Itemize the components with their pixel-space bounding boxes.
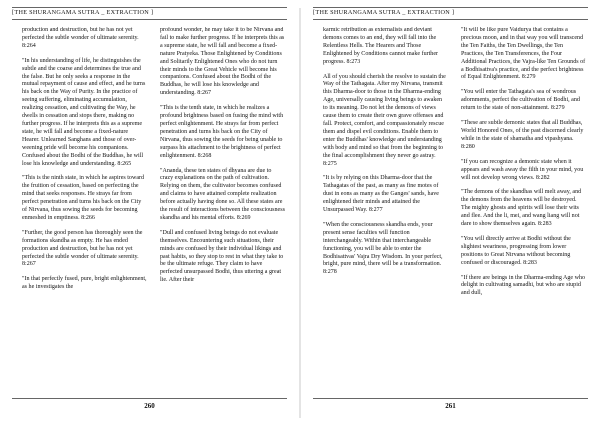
paragraph: "If there are beings in the Dharma-ending Age who delight in cultivating samadhi, but who are stupid and dull, — [461, 274, 586, 297]
paragraph: "This is the ninth state, in which he aspires toward the fruition of cessation, based on perfecting the mind that seeks responses. He strays far from perfect penetration and turns his back on the City of Nirvana, thus sowing the seeds for becoming enmeshed in emptiness. 8:266 — [22, 175, 145, 221]
paragraph: "If you can recognize a demonic state when it appears and wash away the filth in your mind, you will not develop wrong views. 8:282 — [461, 158, 584, 181]
header-rule-bottom — [313, 19, 588, 20]
paragraph: "These are subtle demonic states that all Buddhas, World Honored Ones, of the past discerned clearly while in the state of shamatha and vipashyana. 8:280 — [461, 120, 584, 150]
footer-rule — [313, 398, 588, 399]
left-running-header — [12, 7, 287, 25]
paragraph: "In that perfectly fused, pure, bright enlightenment, as he investigates the — [22, 276, 147, 291]
header-rule-top — [313, 7, 588, 8]
paragraph: "This is the tenth state, in which he realizes a profound brightness based on fusing the mind with perfect enlightenment. He strays far from perfect penetration and turns his back on the City of Nirvana, thus sowing the seeds for being unable to surpass his attachment to the brightness of perfect enlightenment. 8:268 — [160, 105, 284, 159]
right-text-body — [323, 27, 586, 397]
right-header-title: [THE SHURANGAMA SUTRA _ EXTRACTION ] — [313, 9, 455, 16]
paragraph: "Further, the good person has thoroughly seen the formations skandha as empty. He has ended production and destruction, but he has not yet perfected the subtle wonder of ultimate serenity. 8:267 — [22, 229, 143, 268]
paragraph: "When the consciousness skandha ends, your present sense faculties will function interchangeably. Within that interchangeable functioning, you will be able to enter the Bodhisattvas' Vajra Dry Wisdom. In your perfect, bright, pure mind, there will be a transformation. 8:278 — [323, 221, 443, 276]
paragraph: profound wonder, he may take it to be Nirvana and fail to make further progress. If he interprets this as a supreme state, he will fall and become a fixed-nature Pratyeka. Those Enlightened by Conditions and Solitarily Enlightened Ones who do not turn their minds to the Great Vehicle will become his companions. Confused about the Bodhi of the Buddhas, he will lose his knowledge and understanding. 8:267 — [160, 27, 285, 97]
paragraph: "You will enter the Tathagata's sea of wondrous adornments, perfect the cultivation of Bodhi, and return to the state of non-attainment. 8:279 — [461, 89, 580, 112]
right-column-2 — [461, 27, 586, 397]
paragraph: "In his understanding of life, he distinguishes the subtle and the coarse and determines the true and the false. But he only seeks a response in the mutual repayment of cause and effect, and he turns his back on the Way of Purity. In the practice of seeing suffering, eliminating accumulation, realizing cessation, and cultivating the Way, he dwells in cessation and stops there, making no further progress. If he interprets this as a supreme state, he will fall and become a fixed-nature Hearer. Unlearned Sanghans and those of over-weening pride will become his companions. Confused about the Bodhi of the Buddhas, he will lose his knowledge and understanding. 8:265 — [22, 57, 146, 167]
paragraph: "You will directly arrive at Bodhi without the slightest weariness, progressing from lower positions to Great Nirvana without becoming confused or discouraged. 8:283 — [461, 235, 571, 266]
paragraph: "The demons of the skandhas will melt away, and the demons from the heavens will be destroyed. The mighty ghosts and spirits will lose their wits and flee. And the li, mei, and wang liang will not dare to show themselves again. 8:283 — [461, 189, 582, 228]
footer-rule — [12, 398, 287, 399]
header-rule-top — [12, 7, 287, 8]
left-header-title: [THE SHURANGAMA SUTRA _ EXTRACTION ] — [12, 9, 154, 16]
right-running-header — [313, 7, 588, 25]
left-column-2 — [160, 27, 285, 397]
header-rule-bottom — [12, 19, 287, 20]
left-page — [0, 0, 299, 424]
right-page — [301, 0, 600, 424]
paragraph: All of you should cherish the resolve to sustain the Way of the Tathagata. After my Nirvana, transmit this Dharma-door to those in the Dharma-ending Age, universally causing living beings to awaken to its meaning. Do not let the demons of views cause them to create their own grave offenses and fall. Protect, comfort, and compassionately rescue them and dispel evil conditions. Enable them to enter the Buddhas' knowledge and understanding with body and mind so that from the beginning to the final accomplishment they never go astray. 8:275 — [323, 73, 446, 167]
left-text-body — [22, 27, 285, 397]
paragraph: "It will be like pure Vaidurya that contains a precious moon, and in that way you will transcend the Ten Faiths, the Ten Dwellings, the Ten Practices, the Ten Transferences, the Four Additional Practices, the Vajra-like Ten Grounds of a Bodhisattva's practice, and the perfect brightness of Equal Enlightenment. 8:279 — [461, 27, 586, 81]
paragraph: "Ananda, these ten states of dhyana are due to crazy explanations on the path of cultivation. Relying on them, the cultivator becomes confused and claims to have attained complete realization before actually having done so. All these states are the result of interactions between the consciousness skandha and his mental efforts. 8:269 — [160, 167, 285, 221]
paragraph: "It is by relying on this Dharma-door that the Tathagatas of the past, as many as fine motes of dust in eons as many as the Ganges' sands, have enlightened their minds and attained the Unsurpassed Way. 8:277 — [323, 175, 439, 214]
paragraph: production and destruction, but he has not yet perfected the subtle wonder of ultimate serenity. 8:264 — [22, 27, 139, 49]
left-column-1 — [22, 27, 147, 397]
left-page-number: 260 — [144, 402, 155, 410]
paragraph: karmic retribution as externalists and deviant demons comes to an end, they will fall into the Relentless Hells. The Hearers and Those Enlightened by Conditions cannot make further progress. 8:273 — [323, 27, 439, 65]
paragraph: "Dull and confused living beings do not evaluate themselves. Encountering such situations, their minds are confused by their individual likings and past habits, so they stop to rest in what they take to be the ultimate refuge. They claim to have perfected unsurpassed Bodhi, thus uttering a great lie. After their — [160, 229, 284, 284]
right-column-1 — [323, 27, 448, 397]
right-page-number: 261 — [445, 402, 456, 410]
